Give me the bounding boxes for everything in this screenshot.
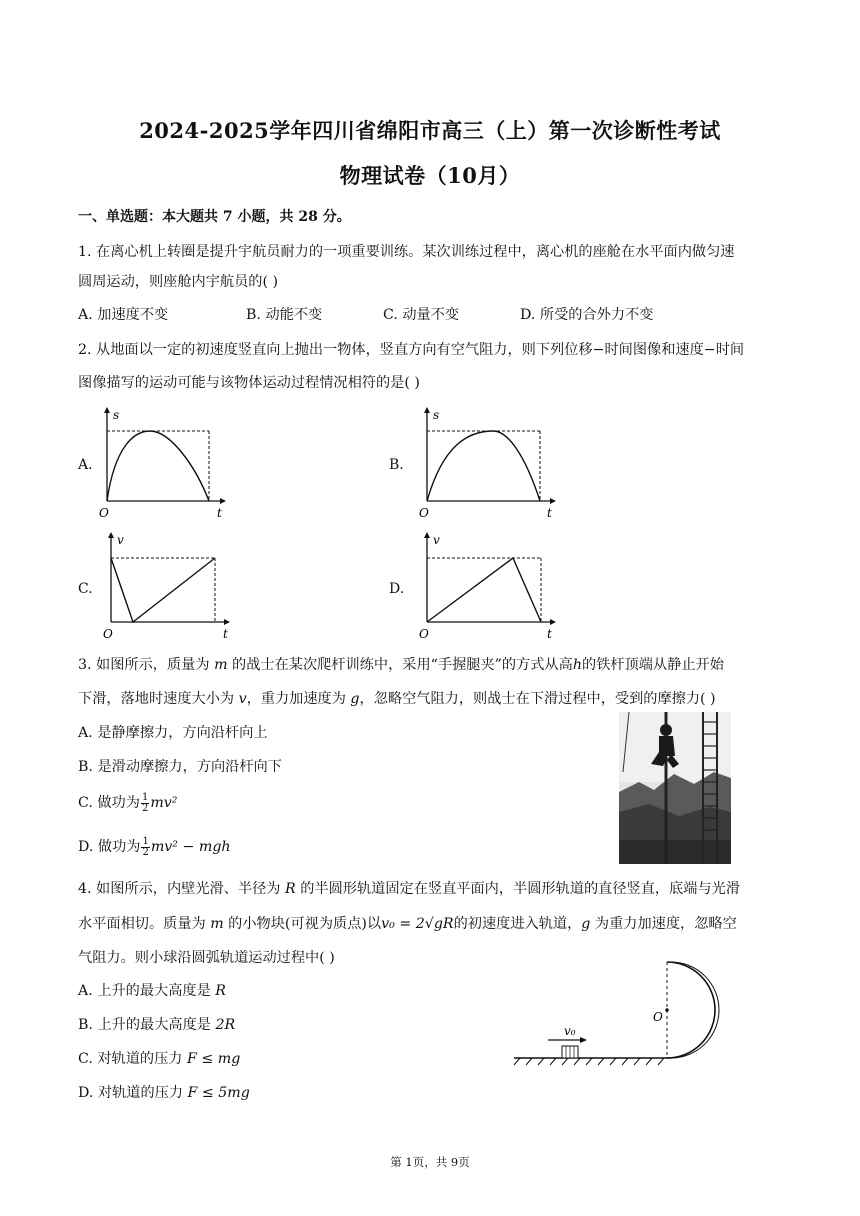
q2b-axis-t: t <box>547 506 552 520</box>
fraction-half: $\frac{1}{2}$ <box>141 791 149 814</box>
q2-graph-c <box>97 530 237 642</box>
q3-stem-line1: 3. 如图所示，质量为 m 的战士在某次爬杆训练中，采用“手握腿夹”的方式从高h的铁杆顶端从静止开始 <box>78 657 724 673</box>
q4-semicircle-track-figure <box>510 955 740 1070</box>
exam-title: 2024-2025学年四川省绵阳市高三（上）第一次诊断性考试 <box>139 118 721 143</box>
q2-option-d-label: D. <box>389 581 405 597</box>
q2-option-c-label: C. <box>78 581 93 597</box>
q3-option-d: D. 做功为 $\frac{1}{2}$ mv² − mgh <box>78 835 231 858</box>
q4-option-d: D. 对轨道的压力 F ≤ 5mg <box>78 1085 250 1101</box>
soldier-climbing-pole-photo <box>619 712 731 864</box>
q1-option-b: B. 动能不变 <box>246 307 323 323</box>
q3-option-a: A. 是静摩擦力，方向沿杆向上 <box>78 725 268 741</box>
q2a-axis-s: s <box>113 408 120 422</box>
q2d-axis-v: v <box>433 533 440 547</box>
q2-option-a-label: A. <box>78 457 93 473</box>
fraction-half: $\frac{1}{2}$ <box>142 835 149 858</box>
q1-stem-line2: 圆周运动，则座舱内宇航员的( ) <box>78 274 279 290</box>
q2c-origin: O <box>103 627 113 641</box>
q4-option-c: C. 对轨道的压力 F ≤ mg <box>78 1051 241 1067</box>
q3-option-b: B. 是滑动摩擦力，方向沿杆向下 <box>78 759 282 775</box>
q2-option-b-label: B. <box>389 457 404 473</box>
q2b-origin: O <box>419 506 429 520</box>
q2-stem-line2: 图像描写的运动可能与该物体运动过程情况相符的是( ) <box>78 375 420 391</box>
q4-fig-center-label: O <box>653 1010 663 1024</box>
q4-fig-v0-label: v₀ <box>564 1024 576 1038</box>
q2a-axis-t: t <box>217 506 222 520</box>
q2c-axis-t: t <box>223 627 228 641</box>
q4-stem-line3: 气阻力。则小球沿圆弧轨道运动过程中( ) <box>78 950 335 966</box>
q2-stem-line1: 2. 从地面以一定的初速度竖直向上抛出一物体，竖直方向有空气阻力，则下列位移−时间图像和速度−时间 <box>78 342 745 358</box>
q2-graph-b <box>413 405 563 523</box>
q2d-origin: O <box>419 627 429 641</box>
q2-graph-a <box>95 405 235 523</box>
q2a-origin: O <box>99 506 109 520</box>
section-heading: 一、单选题：本大题共 7 小题，共 28 分。 <box>78 209 351 225</box>
q4-option-a: A. 上升的最大高度是 R <box>78 983 226 999</box>
page-footer: 第 1页，共 9页 <box>390 1155 470 1169</box>
exam-subtitle: 物理试卷（10月） <box>339 163 521 188</box>
q4-stem-line2: 水平面相切。质量为 m 的小物块(可视为质点)以v₀ = 2√gR的初速度进入轨道，g 为重力加速度，忽略空 <box>78 916 737 932</box>
q1-option-c: C. 动量不变 <box>383 307 460 323</box>
q1-stem-line1: 1. 在离心机上转圈是提升宇航员耐力的一项重要训练。某次训练过程中，离心机的座舱在水平面内做匀速 <box>78 244 735 260</box>
q3-stem-line2: 下滑，落地时速度大小为 v，重力加速度为 g，忽略空气阻力，则战士在下滑过程中，受到的摩擦力( ) <box>78 691 716 707</box>
q2d-axis-t: t <box>547 627 552 641</box>
q2b-axis-s: s <box>433 408 440 422</box>
q1-option-d: D. 所受的合外力不变 <box>520 307 654 323</box>
q2-graph-d <box>413 530 563 642</box>
q4-option-b: B. 上升的最大高度是 2R <box>78 1017 236 1033</box>
q3-option-c: C. 做功为 $\frac{1}{2}$ mv² <box>78 791 178 814</box>
q2c-axis-v: v <box>117 533 124 547</box>
q4-stem-line1: 4. 如图所示，内壁光滑、半径为 R 的半圆形轨道固定在竖直平面内，半圆形轨道的直径竖直，底端与光滑 <box>78 881 741 897</box>
q1-option-a: A. 加速度不变 <box>78 307 169 323</box>
